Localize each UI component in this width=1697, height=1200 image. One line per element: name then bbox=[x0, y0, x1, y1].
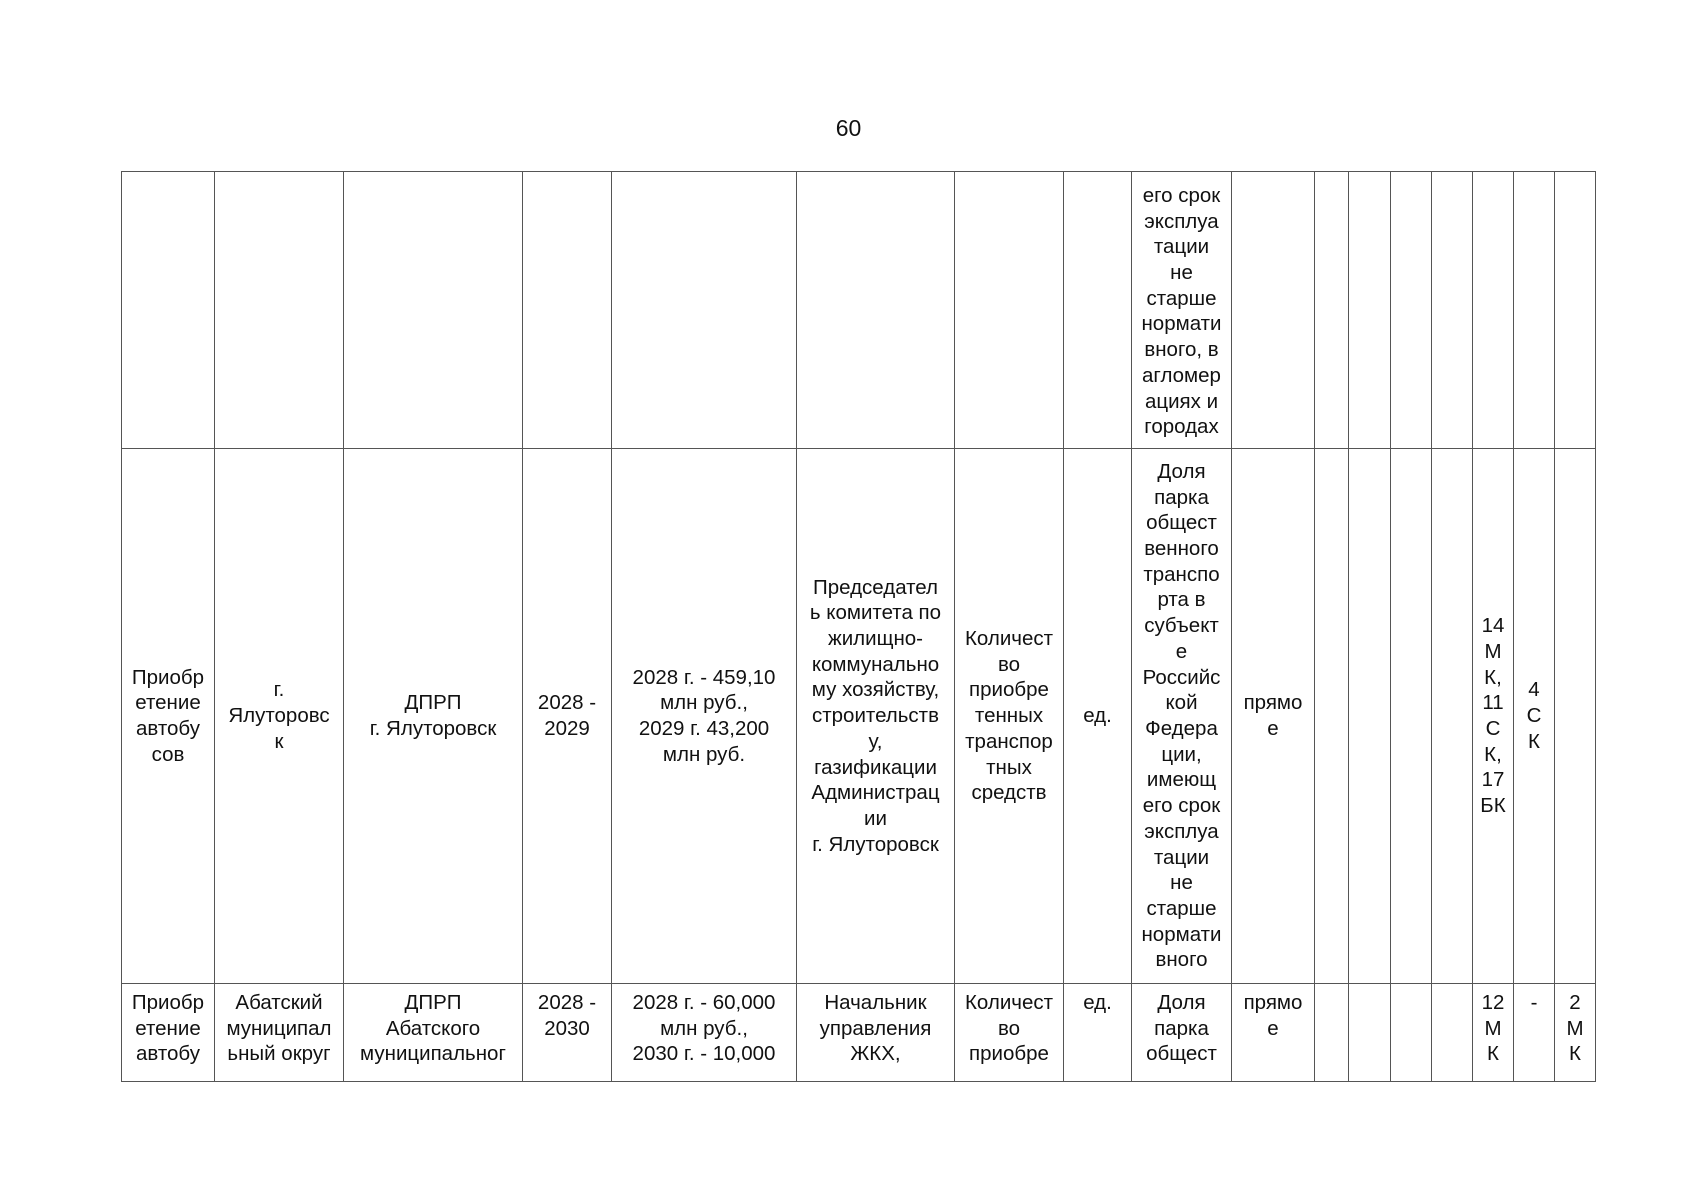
cell-indicator: Количест во приобре bbox=[955, 984, 1064, 1082]
cell-value: 2 М К bbox=[1555, 984, 1596, 1082]
cell-value bbox=[1555, 449, 1596, 984]
cell-indicator bbox=[955, 172, 1064, 449]
cell-period: 2028 - 2029 bbox=[523, 449, 612, 984]
cell-value bbox=[1349, 984, 1391, 1082]
cell-territory: г. Ялуторовс к bbox=[215, 449, 344, 984]
cell-value bbox=[1432, 172, 1473, 449]
cell-value bbox=[1432, 984, 1473, 1082]
cell-effect-type bbox=[1232, 172, 1315, 449]
cell-value bbox=[1391, 449, 1432, 984]
cell-value bbox=[1349, 172, 1391, 449]
table-row bbox=[122, 172, 1596, 449]
cell-measure: Приобр етение автобу bbox=[122, 984, 215, 1082]
cell-value: 12 М К bbox=[1473, 984, 1514, 1082]
cell-unit: ед. bbox=[1064, 449, 1132, 984]
cell-value bbox=[1315, 172, 1349, 449]
cell-unit bbox=[1064, 172, 1132, 449]
cell-responsible: Начальник управления ЖКХ, bbox=[797, 984, 955, 1082]
cell-value bbox=[1391, 172, 1432, 449]
cell-value bbox=[1555, 172, 1596, 449]
cell-value: 4 С К bbox=[1514, 449, 1555, 984]
cell-effect-type: прямо е bbox=[1232, 984, 1315, 1082]
cell-program: ДПРП Абатского муниципальног bbox=[344, 984, 523, 1082]
cell-funding: 2028 г. - 60,000 млн руб., 2030 г. - 10,000 bbox=[612, 984, 797, 1082]
program-table bbox=[121, 171, 1596, 1082]
cell-value bbox=[1391, 984, 1432, 1082]
cell-funding: 2028 г. - 459,10 млн руб., 2029 г. 43,200 млн руб. bbox=[612, 449, 797, 984]
cell-indicator: Количест во приобре тенных транспор тных средств bbox=[955, 449, 1064, 984]
cell-value bbox=[1315, 984, 1349, 1082]
cell-value bbox=[1514, 172, 1555, 449]
cell-value bbox=[1432, 449, 1473, 984]
cell-value: - bbox=[1514, 984, 1555, 1082]
cell-program bbox=[344, 172, 523, 449]
cell-value bbox=[1473, 172, 1514, 449]
page-number: 60 bbox=[835, 115, 862, 141]
cell-target-indicator: его срок эксплуа тации не старше нормати вного, в агломер ациях и городах bbox=[1132, 172, 1232, 449]
cell-territory: Абатский муниципал ьный округ bbox=[215, 984, 344, 1082]
cell-target-indicator: Доля парка общест bbox=[1132, 984, 1232, 1082]
cell-value bbox=[1349, 449, 1391, 984]
cell-period bbox=[523, 172, 612, 449]
cell-period: 2028 - 2030 bbox=[523, 984, 612, 1082]
cell-effect-type: прямо е bbox=[1232, 449, 1315, 984]
table-row bbox=[122, 449, 1596, 984]
cell-responsible bbox=[797, 172, 955, 449]
cell-measure: Приобр етение автобу сов bbox=[122, 449, 215, 984]
cell-value: 14 М К, 11 С К, 17 БК bbox=[1473, 449, 1514, 984]
cell-territory bbox=[215, 172, 344, 449]
cell-target-indicator: Доля парка общест венного транспо рта в субъект е Российс кой Федера ции, имеющ его срок эксплуа тации не старше нормати вного bbox=[1132, 449, 1232, 984]
cell-unit: ед. bbox=[1064, 984, 1132, 1082]
cell-program: ДПРП г. Ялуторовск bbox=[344, 449, 523, 984]
cell-measure bbox=[122, 172, 215, 449]
cell-responsible: Председател ь комитета по жилищно- коммунально му хозяйству, строительств у, газификации Администрац ии г. Ялуторовск bbox=[797, 449, 955, 984]
cell-funding bbox=[612, 172, 797, 449]
cell-value bbox=[1315, 449, 1349, 984]
table-row bbox=[122, 984, 1596, 1082]
